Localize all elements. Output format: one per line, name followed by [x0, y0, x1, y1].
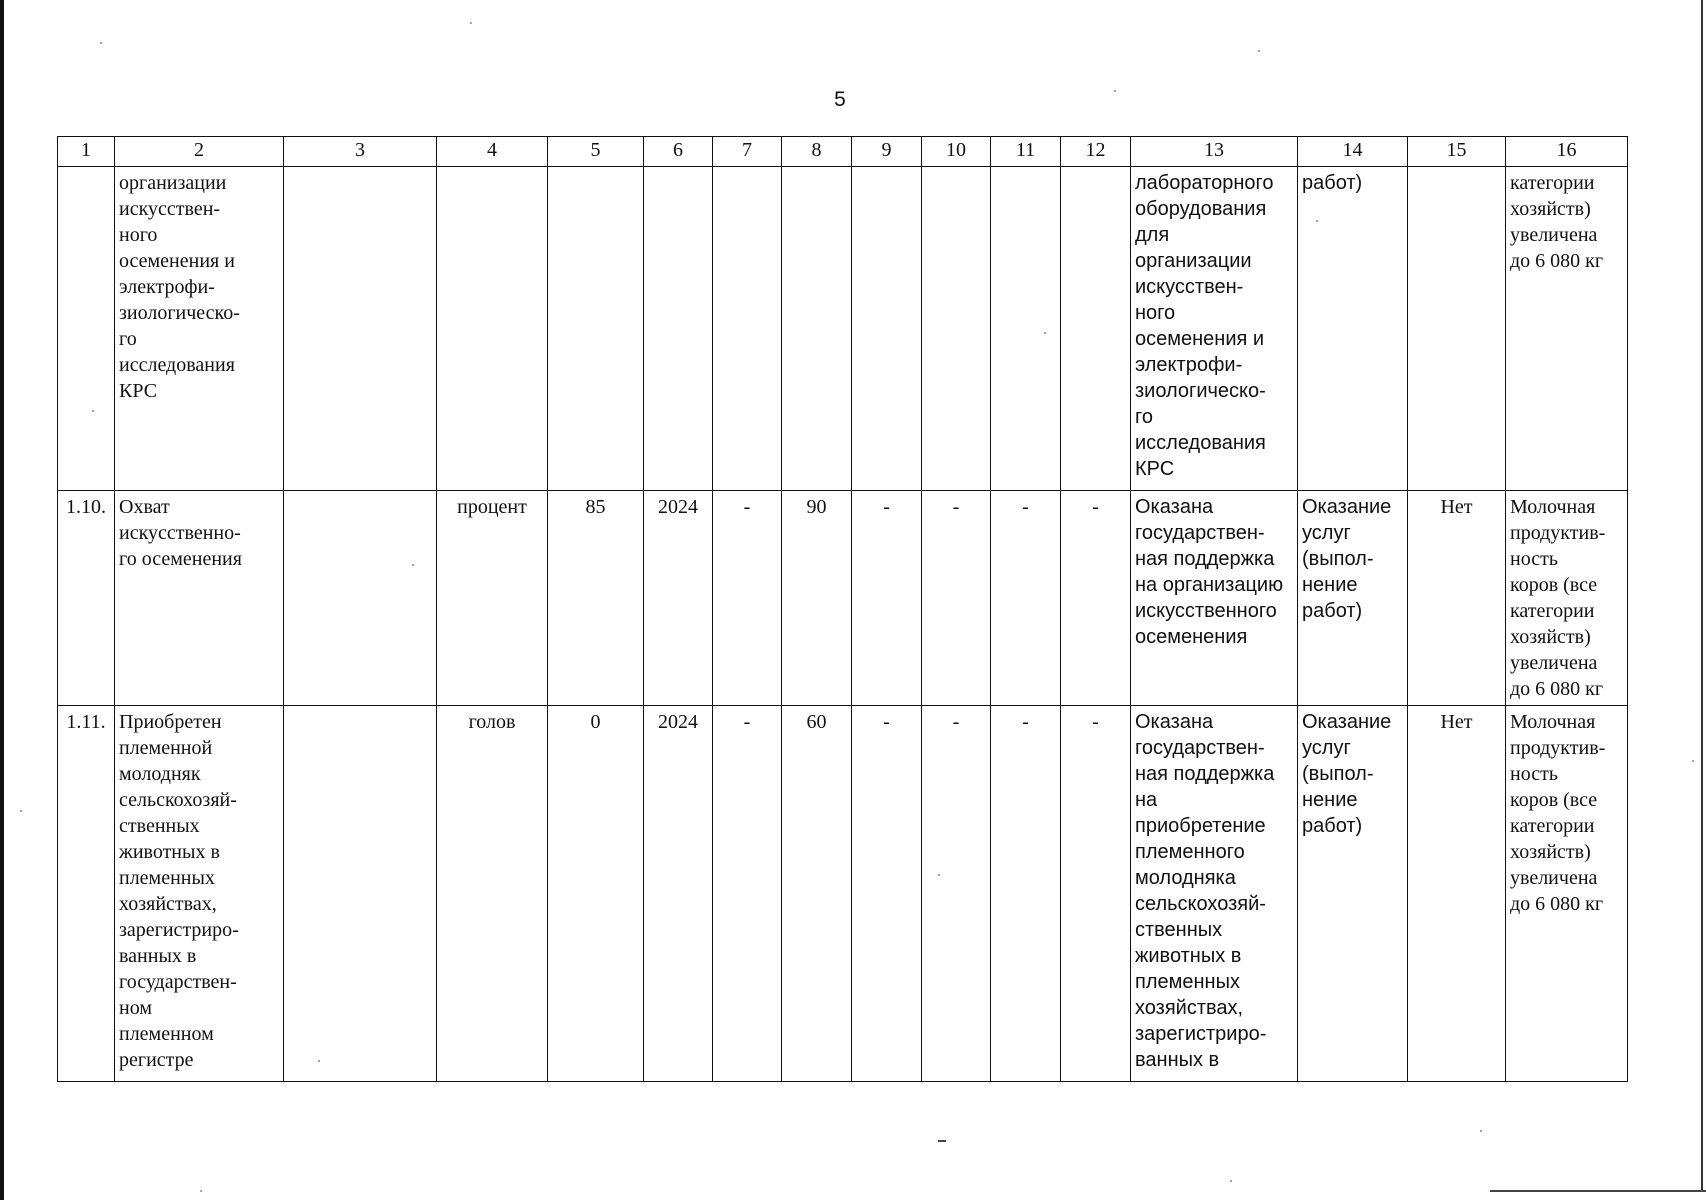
header-cell: 14 [1298, 137, 1408, 167]
table-cell [1061, 167, 1131, 491]
unit-cell: голов [437, 706, 548, 1082]
row-number-cell: 1.11. [58, 706, 115, 1082]
header-cell: 15 [1408, 137, 1506, 167]
result-type-cell: Оказание услуг (выпол- нение работ) [1298, 706, 1408, 1082]
table-cell [782, 167, 852, 491]
table-cell [284, 167, 437, 491]
header-cell: 3 [284, 137, 437, 167]
header-cell: 7 [713, 137, 782, 167]
indicator-name-cell: Приобретен племенной молодняк сельскохозяй- ственных животных в племенных хозяйствах, зарегистриро- ванных в государствен- ном племенном регистре [115, 706, 284, 1082]
header-cell: 9 [852, 137, 922, 167]
header-cell: 8 [782, 137, 852, 167]
indicator-name-cell: Охват искусственно- го осеменения [115, 491, 284, 706]
table-cell: - [991, 706, 1061, 1082]
scan-edge-bottom [1490, 1190, 1706, 1192]
table-cell: - [1061, 706, 1131, 1082]
target-value-cell: 90 [782, 491, 852, 706]
base-value-cell: 85 [548, 491, 644, 706]
header-cell: 10 [922, 137, 991, 167]
table-cell [922, 167, 991, 491]
table-cell [284, 491, 437, 706]
result-type-cell: Оказание услуг (выпол- нение работ) [1298, 491, 1408, 706]
table-cell: Нет [1408, 706, 1506, 1082]
table-cell: - [991, 491, 1061, 706]
table-cell [991, 167, 1061, 491]
table-cell: - [713, 706, 782, 1082]
effect-cell: Молочная продуктив- ность коров (все категории хозяйств) увеличена до 6 080 кг [1506, 706, 1628, 1082]
table-cell [852, 167, 922, 491]
table-row [58, 491, 1628, 706]
header-cell: 13 [1131, 137, 1298, 167]
header-cell: 11 [991, 137, 1061, 167]
base-value-cell: 0 [548, 706, 644, 1082]
header-cell: 6 [644, 137, 713, 167]
program-table [57, 136, 1628, 1082]
header-cell: 2 [115, 137, 284, 167]
table-cell: - [922, 491, 991, 706]
header-cell: 5 [548, 137, 644, 167]
result-description-cell: лабораторного оборудования для организации искусствен- ного осеменения и электрофи- зиологическо- го исследования КРС [1131, 167, 1298, 491]
base-year-cell: 2024 [644, 706, 713, 1082]
header-row [58, 137, 1628, 167]
table-cell: - [922, 706, 991, 1082]
table-cell [1408, 167, 1506, 491]
base-value-cell [548, 167, 644, 491]
result-description-cell: Оказана государствен- ная поддержка на приобретение племенного молодняка сельскохозяй- ственных животных в племенных хозяйствах, зарегистриро- ванных в [1131, 706, 1298, 1082]
header-cell: 16 [1506, 137, 1628, 167]
table-cell: - [713, 491, 782, 706]
result-description-cell: Оказана государствен- ная поддержка на организацию искусственного осеменения [1131, 491, 1298, 706]
result-type-cell: работ) [1298, 167, 1408, 491]
unit-cell [437, 167, 548, 491]
table-cell: - [1061, 491, 1131, 706]
table-cell: Нет [1408, 491, 1506, 706]
base-year-cell [644, 167, 713, 491]
header-cell: 1 [58, 137, 115, 167]
table-row [58, 167, 1628, 491]
target-value-cell: 60 [782, 706, 852, 1082]
scan-edge-right [1701, 0, 1703, 1192]
effect-cell: Молочная продуктив- ность коров (все категории хозяйств) увеличена до 6 080 кг [1506, 491, 1628, 706]
unit-cell: процент [437, 491, 548, 706]
table-cell [284, 706, 437, 1082]
indicator-name-cell: организации искусствен- ного осеменения и электрофи- зиологическо- го исследования КРС [115, 167, 284, 491]
scan-dash-mark [938, 1140, 946, 1142]
page-number: 5 [834, 88, 846, 111]
effect-cell: категории хозяйств) увеличена до 6 080 кг [1506, 167, 1628, 491]
scan-edge-left [0, 0, 4, 1200]
header-cell: 12 [1061, 137, 1131, 167]
base-year-cell: 2024 [644, 491, 713, 706]
table-cell: - [852, 706, 922, 1082]
row-number-cell: 1.10. [58, 491, 115, 706]
table-cell: - [852, 491, 922, 706]
table-cell [713, 167, 782, 491]
header-cell: 4 [437, 137, 548, 167]
row-number-cell [58, 167, 115, 491]
table-row [58, 706, 1628, 1082]
